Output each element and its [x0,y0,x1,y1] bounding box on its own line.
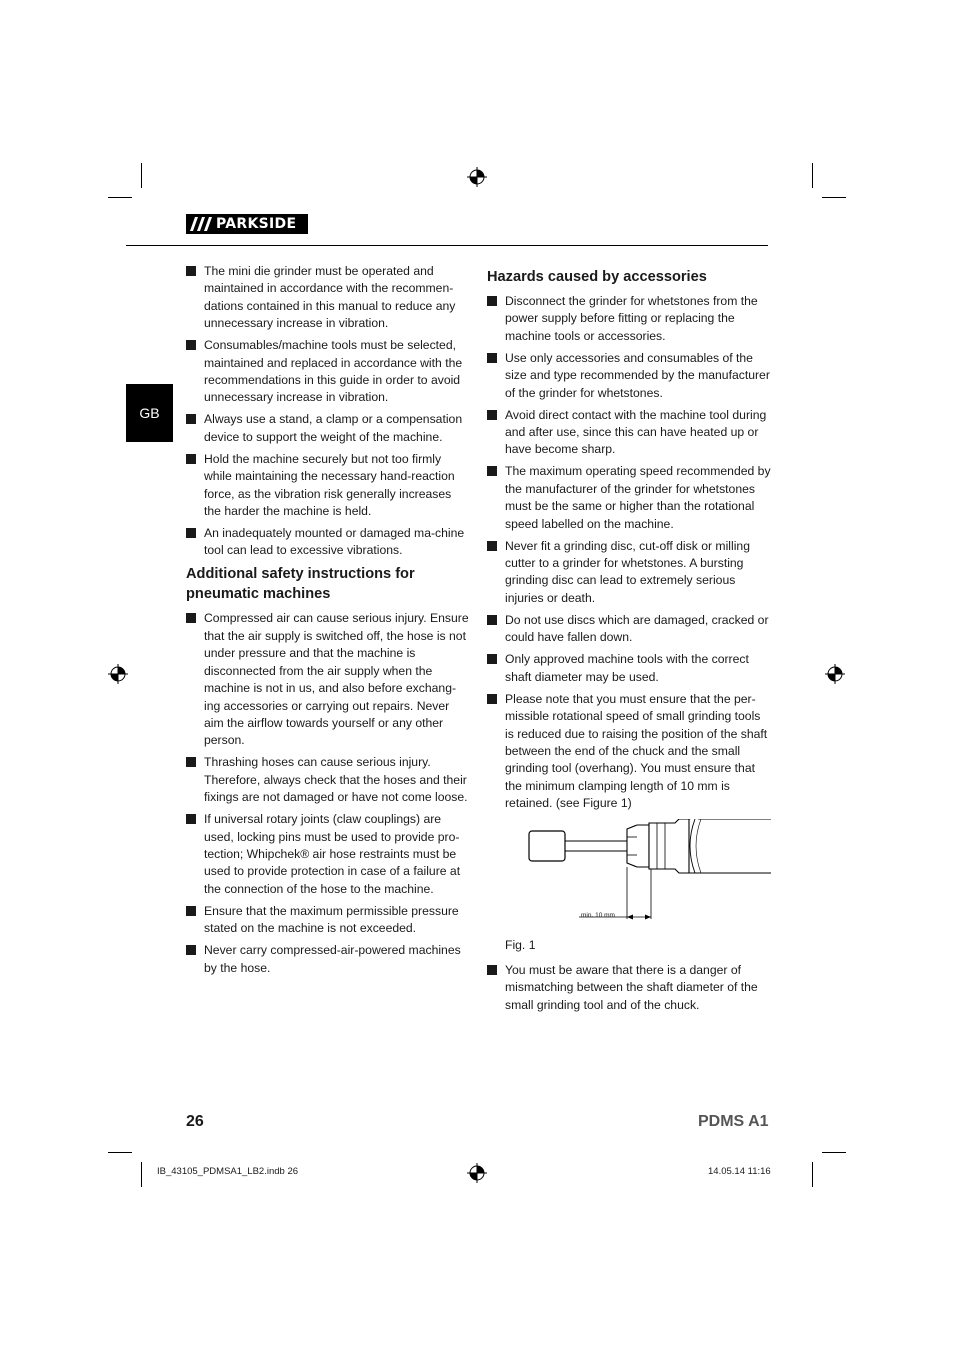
right-column [487,263,771,1019]
print-slug-file: IB_43105_PDMSA1_LB2.indb 26 [157,1166,299,1177]
crop-mark [108,197,132,198]
registration-mark-icon [108,664,128,684]
bullet-square-icon [487,654,497,664]
print-slug-date: 14.05.14 11:16 [708,1166,771,1177]
list-item: Never fit a grinding disc, cut-off disk or milling cutter to a grinder for whetstones. A bursting grinding disc can lead to extremely serious injuries or death. [487,538,771,608]
figure-caption: Fig. 1 [505,937,536,952]
bullet-square-icon [186,814,196,824]
list-item: Use only accessories and consumables of the size and type recommended by the manufacturer of the grinder for whetstones. [487,350,771,402]
list-item: Disconnect the grinder for whetstones from the power supply before fitting or replacing the machine tools or accessories. [487,293,771,345]
crop-mark [141,1162,142,1187]
list-item: The maximum operating speed recommended by the manufacturer of the grinder for whetstones must be the same or higher than the rotational speed labelled on the machine. [487,463,771,533]
brand-name: PARKSIDE [216,216,297,232]
list-item: Consumables/machine tools must be selected, maintained and replaced in accordance with the recommendations in this guide in order to avoid unnecessary increase in vibration. [186,337,470,407]
list-item: Hold the machine securely but not too firmly while maintaining the necessary hand-reaction force, as the vibration risk generally increases the harder the machine is held. [186,451,470,521]
list-item: You must be aware that there is a danger of mismatching between the shaft diameter of the small grinding tool and of the chuck. [487,962,771,1014]
section-heading-pneumatic: Additional safety instructions for pneumatic machines [186,566,415,603]
bullet-square-icon [186,945,196,955]
grinder-chuck-drawing [509,819,791,927]
list-item: Please note that you must ensure that the per-missible rotational speed of small grinding tools is reduced due to raising the position of the shaft between the end of the chuck and the small grinding tool (overhang). You must ensure that the minimum clamping length of 10 mm is retained. (see Figure 1) [487,691,771,813]
bullet-square-icon [487,466,497,476]
bullet-square-icon [186,757,196,767]
list-item: An inadequately mounted or damaged ma-chine tool can lead to excessive vibrations. [186,525,470,560]
crop-mark [108,1152,132,1153]
list-item: Only approved machine tools with the correct shaft diameter may be used. [487,651,771,686]
list-item: Avoid direct contact with the machine tool during and after use, since this can have heated up or have become sharp. [487,407,771,459]
header-rule [126,245,768,246]
list-item: Thrashing hoses can cause serious injury. Therefore, always check that the hoses and their fixings are not damaged or have not come loose. [186,754,470,806]
bullet-square-icon [186,340,196,350]
registration-mark-icon [825,664,845,684]
bullet-square-icon [487,410,497,420]
brand-logo [186,214,308,234]
crop-mark [812,163,813,188]
bullet-square-icon [186,266,196,276]
list-item: Never carry compressed-air-powered machines by the hose. [186,942,470,977]
left-column [186,263,470,982]
crop-mark [141,163,142,188]
bullet-square-icon [487,353,497,363]
section-heading-accessories: Hazards caused by accessories [487,269,707,285]
logo-stripes-icon [186,214,214,234]
model-name: PDMS A1 [698,1113,769,1130]
list-item: Compressed air can cause serious injury. Ensure that the air supply is switched off, the hose is not under pressure and that the machine is disconnected from the air supply when the machine is not in us, and also before exchang-ing accessories or carrying out repairs. Never aim the airflow towards yourself or any other person. [186,610,470,749]
list-item: Always use a stand, a clamp or a compensation device to support the weight of the machine. [186,411,470,446]
bullet-square-icon [186,528,196,538]
bullet-square-icon [186,613,196,623]
crop-mark [822,197,846,198]
language-tab: GB [126,384,173,442]
bullet-square-icon [186,906,196,916]
registration-mark-icon [467,1163,487,1183]
list-item: If universal rotary joints (claw couplings) are used, locking pins must be used to provide pro-tection; Whipchek® air hose restraints must be used to provide protection in case of a failure at the connection of the hose to the machine. [186,811,470,898]
bullet-square-icon [186,414,196,424]
figure-grinder-clamping [509,819,791,927]
bullet-square-icon [487,296,497,306]
registration-mark-icon [467,167,487,187]
page-number: 26 [186,1113,204,1130]
bullet-square-icon [487,965,497,975]
crop-mark [812,1162,813,1187]
bullet-square-icon [487,615,497,625]
crop-mark [822,1152,846,1153]
bullet-square-icon [186,454,196,464]
bullet-square-icon [487,541,497,551]
figure-dimension-label: min. 10 mm [581,911,615,919]
list-item: Ensure that the maximum permissible pressure stated on the machine is not exceeded. [186,903,470,938]
list-item: The mini die grinder must be operated and maintained in accordance with the recommen-dations contained in this manual to reduce any unnecessary increase in vibration. [186,263,470,333]
list-item: Do not use discs which are damaged, cracked or could have fallen down. [487,612,771,647]
bullet-square-icon [487,694,497,704]
